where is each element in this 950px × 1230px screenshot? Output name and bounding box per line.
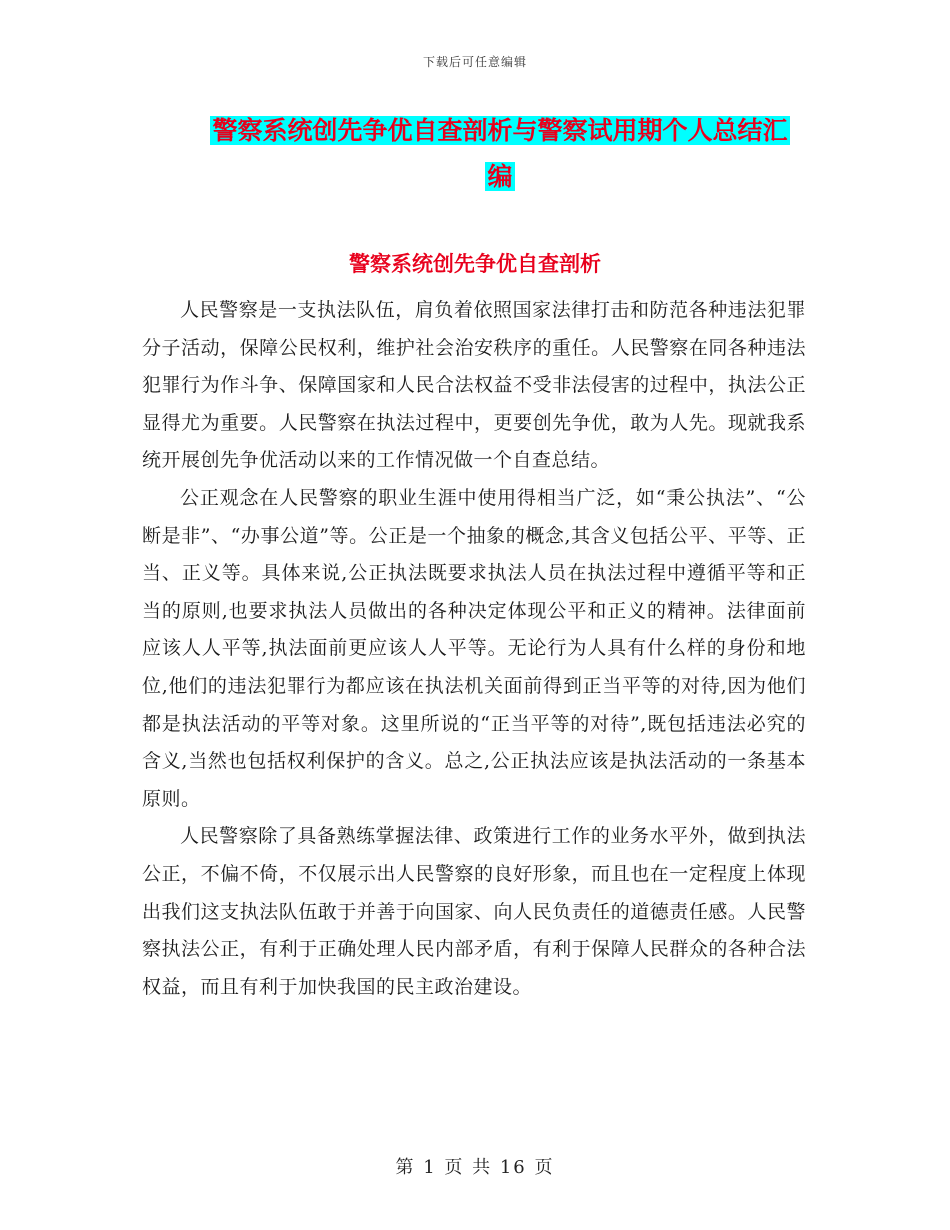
body-paragraph-1: 人民警察是一支执法队伍，肩负着依照国家法律打击和防范各种违法犯罪分子活动，保障公民权利，维护社会治安秩序的重任。人民警察在同各种违法犯罪行为作斗争、保障国家和人民合法权益不受非法侵害的过程中，执法公正显得尤为重要。人民警察在执法过程中，更要创先争优，敢为人先。现就我系统开展创先争优活动以来的工作情况做一个自查总结。 (142, 299, 806, 472)
document-title-line-2: 编 (487, 162, 513, 191)
section-title: 警察系统创先争优自查剖析 (349, 252, 601, 276)
page-number-footer: 第 1 页 共 16 页 (395, 1157, 555, 1178)
document-title (190, 108, 810, 200)
body-paragraph-3: 人民警察除了具备熟练掌握法律、政策进行工作的业务水平外，做到执法公正，不偏不倚，不仅展示出人民警察的良好形象，而且也在一定程度上体现出我们这支执法队伍敢于并善于向国家、向人民负责任的道德责任感。人民警察执法公正，有利于正确处理人民内部矛盾，有利于保障人民群众的各种合法权益，而且有利于加快我国的民主政治建设。 (142, 825, 806, 998)
body-paragraph-2: 公正观念在人民警察的职业生涯中使用得相当广泛，如“秉公执法”、“公断是非”、“办事公道”等。公正是一个抽象的概念,其含义包括公平、平等、正当、正义等。具体来说,公正执法既要求执法人员在执法过程中遵循平等和正当的原则,也要求执法人员做出的各种决定体现公平和正义的精神。法律面前应该人人平等,执法面前更应该人人平等。无论行为人具有什么样的身份和地位,他们的违法犯罪行为都应该在执法机关面前得到正当平等的对待,因为他们都是执法活动的平等对象。这里所说的“正当平等的对待”,既包括违法必究的含义,当然也包括权利保护的含义。总之,公正执法应该是执法活动的一条基本原则。 (142, 486, 806, 810)
document-title-line-1: 警察系统创先争优自查剖析与警察试用期个人总结汇 (212, 116, 788, 145)
document-body (142, 292, 806, 1006)
page-header-note: 下载后可任意编辑 (422, 55, 527, 69)
